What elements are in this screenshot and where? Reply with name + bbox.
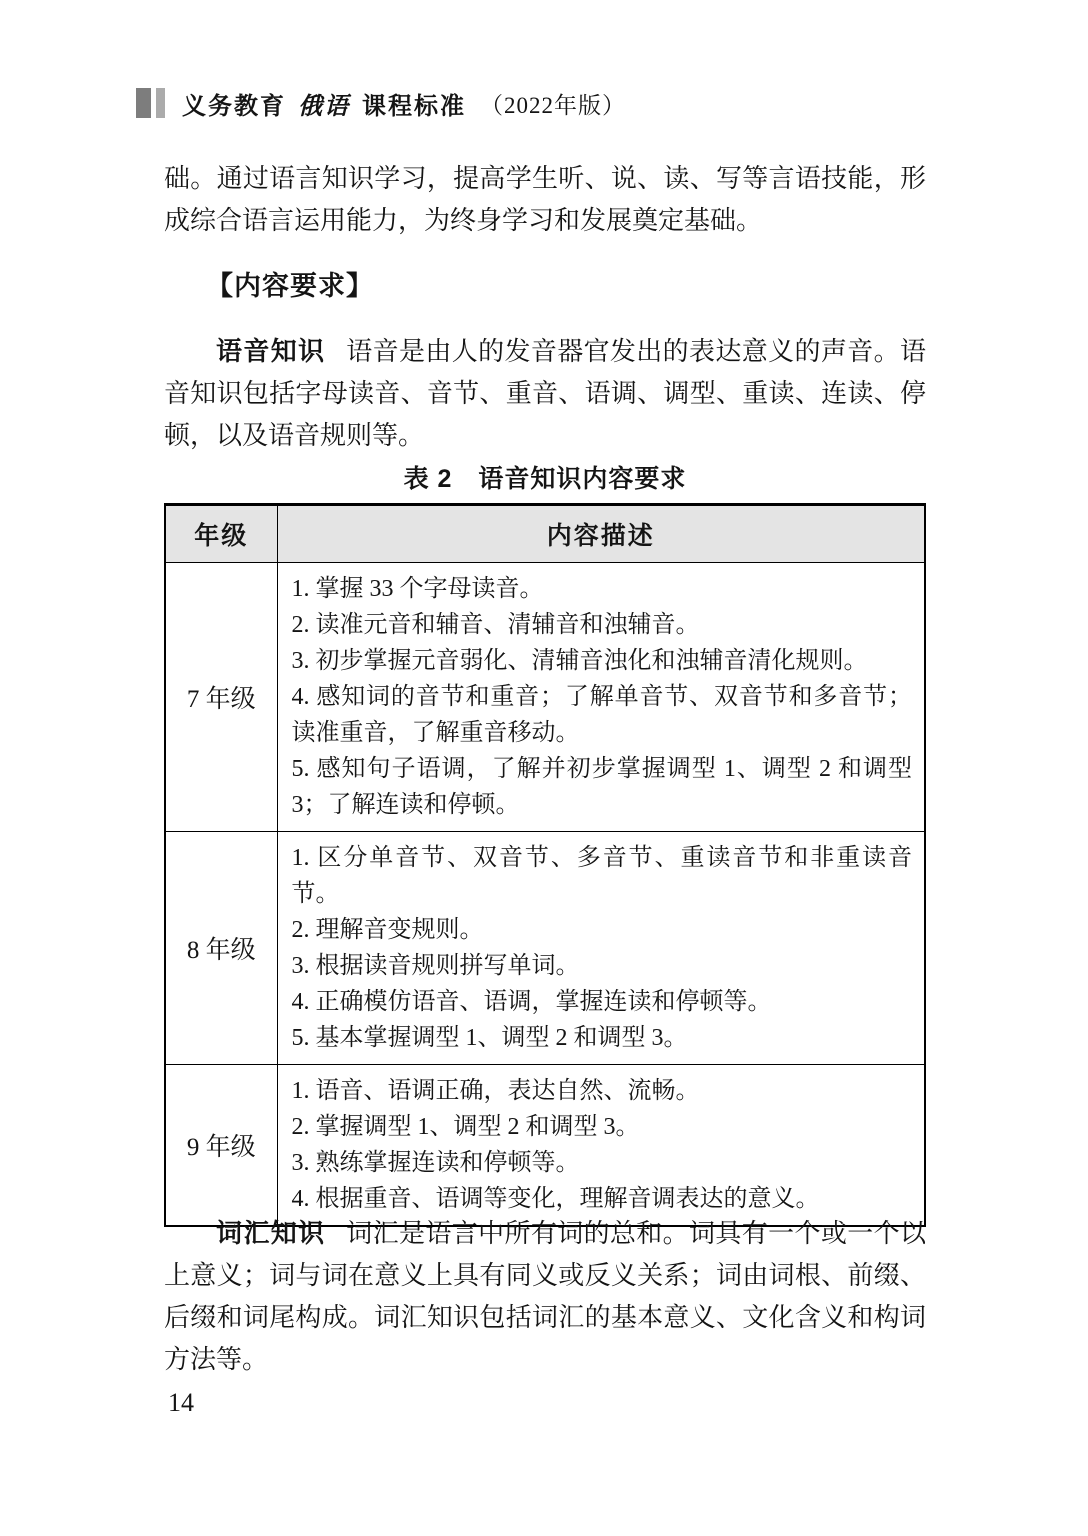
header-subject: 俄语 bbox=[298, 93, 350, 120]
header-bar-light-icon bbox=[156, 88, 165, 118]
requirement-item: 5. 感知句子语调，了解并初步掌握调型 1、调型 2 和调型 3；了解连读和停顿。 bbox=[291, 756, 912, 818]
header-bar-dark-icon bbox=[136, 88, 151, 118]
requirement-item: 2. 读准元音和辅音、清辅音和浊辅音。 bbox=[291, 612, 700, 638]
paragraph-vocabulary-text: 词汇是语言中所有词的总和。词具有一个或一个以上意义；词与词在意义上具有同义或反义关系；词由词根、前缀、后缀和词尾构成。词汇知识包括词汇的基本意义、文化含义和构词方法等。 bbox=[164, 1219, 926, 1374]
table-row-grade9 bbox=[165, 1065, 925, 1227]
paragraph-vocabulary bbox=[164, 1212, 926, 1381]
grade-cell: 9 年级 bbox=[165, 1065, 277, 1227]
page-number: 14 bbox=[168, 1388, 194, 1417]
requirement-item: 3. 初步掌握元音弱化、清辅音浊化和浊辅音清化规则。 bbox=[291, 648, 868, 674]
requirement-item: 4. 根据重音、语调等变化，理解音调表达的意义。 bbox=[291, 1186, 820, 1212]
requirement-item: 2. 理解音变规则。 bbox=[291, 917, 484, 943]
paragraph-phonetics-text: 语音是由人的发音器官发出的表达意义的声音。语音知识包括字母读音、音节、重音、语调、调型、重读、连读、停顿，以及语音规则等。 bbox=[164, 337, 926, 450]
table-header-description: 内容描述 bbox=[277, 505, 925, 563]
grade-cell: 8 年级 bbox=[165, 832, 277, 1065]
running-header bbox=[136, 86, 626, 120]
table-header-row bbox=[165, 505, 925, 563]
requirement-item: 3. 根据读音规则拼写单词。 bbox=[291, 953, 580, 979]
table-header-grade: 年级 bbox=[165, 505, 277, 563]
requirement-item: 4. 感知词的音节和重音；了解单音节、双音节和多音节；读准重音，了解重音移动。 bbox=[291, 684, 912, 746]
header-series: 义务教育 bbox=[182, 92, 286, 120]
requirement-item: 5. 基本掌握调型 1、调型 2 和调型 3。 bbox=[291, 1025, 688, 1051]
table-row-grade8 bbox=[165, 832, 925, 1065]
requirement-item: 1. 语音、语调正确，表达自然、流畅。 bbox=[291, 1078, 700, 1104]
description-cell bbox=[277, 832, 925, 1065]
paragraph-phonetics-lead: 语音知识 bbox=[216, 336, 326, 366]
requirement-item: 1. 区分单音节、双音节、多音节、重读音节和非重读音节。 bbox=[291, 845, 912, 907]
table-caption: 表 2 语音知识内容要求 bbox=[403, 465, 687, 493]
requirement-item: 4. 正确模仿语音、语调，掌握连读和停顿等。 bbox=[291, 989, 772, 1015]
description-cell bbox=[277, 563, 925, 832]
requirement-item: 2. 掌握调型 1、调型 2 和调型 3。 bbox=[291, 1114, 640, 1140]
header-standard: 课程标准 bbox=[362, 92, 466, 120]
paragraph-phonetics bbox=[164, 330, 926, 457]
description-cell bbox=[277, 1065, 925, 1227]
phonetics-requirements-table bbox=[164, 503, 926, 1227]
paragraph-continuation: 础。通过语言知识学习，提高学生听、说、读、写等言语技能，形成综合语言运用能力，为终身学习和发展奠定基础。 bbox=[164, 164, 926, 235]
table-row-grade7 bbox=[165, 563, 925, 832]
grade-cell: 7 年级 bbox=[165, 563, 277, 832]
requirement-item: 3. 熟练掌握连读和停顿等。 bbox=[291, 1150, 580, 1176]
header-edition: （2022年版） bbox=[480, 92, 626, 118]
paragraph-vocabulary-lead: 词汇知识 bbox=[216, 1218, 326, 1248]
section-heading: 【内容要求】 bbox=[206, 271, 374, 301]
requirement-item: 1. 掌握 33 个字母读音。 bbox=[291, 576, 544, 602]
